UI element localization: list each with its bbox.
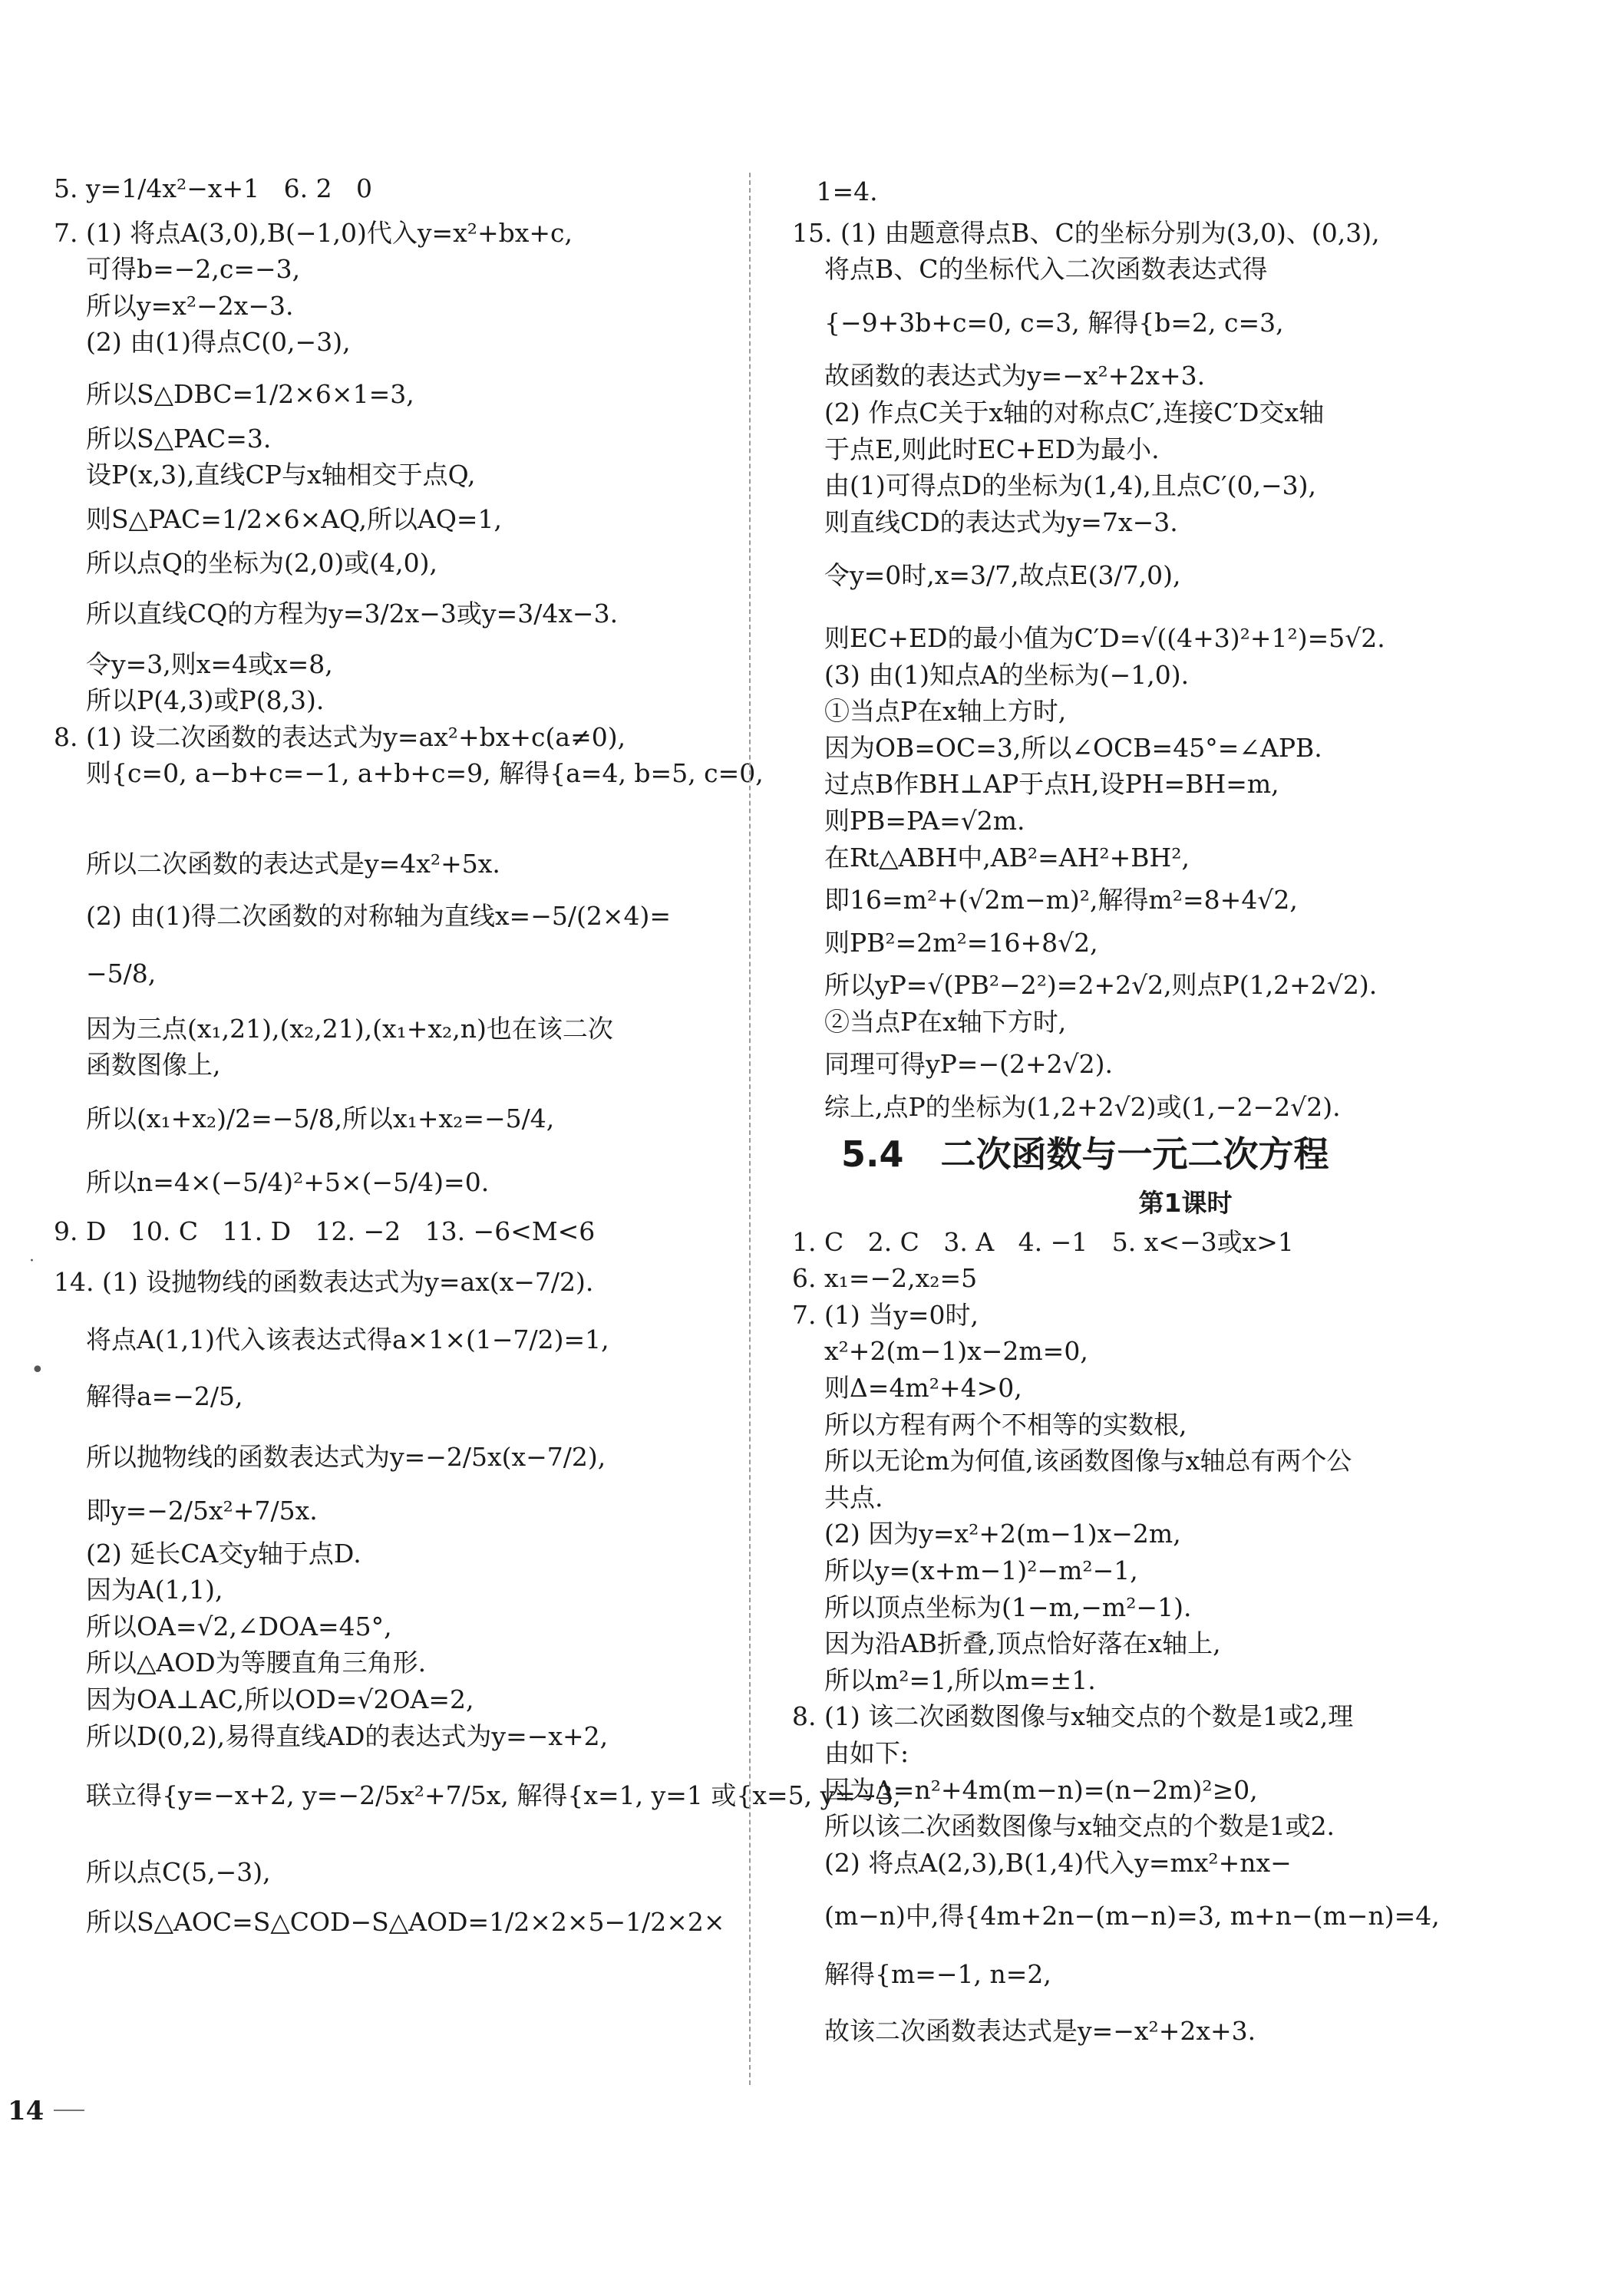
answer-line: 所以y=(x+m−1)²−m²−1, xyxy=(792,1555,1138,1585)
answer-line: 8. (1) 设二次函数的表达式为y=ax²+bx+c(a≠0), xyxy=(54,721,626,752)
answer-line: 7. (1) 将点A(3,0),B(−1,0)代入y=x²+bx+c, xyxy=(54,217,573,248)
answer-line: 即y=−2/5x²+7/5x. xyxy=(54,1496,318,1526)
answer-line: 令y=0时,x=3/7,故点E(3/7,0), xyxy=(792,560,1181,591)
answer-line: 由(1)可得点D的坐标为(1,4),且点C′(0,−3), xyxy=(792,470,1316,501)
section-title: 5.4 二次函数与一元二次方程 xyxy=(841,1133,1329,1175)
answer-line: 8. (1) 该二次函数图像与x轴交点的个数是1或2,理 xyxy=(792,1701,1354,1732)
answer-line: 则Δ=4m²+4>0, xyxy=(792,1373,1022,1404)
answer-line: 7. (1) 当y=0时, xyxy=(792,1299,979,1330)
answer-line: (2) 延长CA交y轴于点D. xyxy=(54,1538,361,1569)
answer-line: 所以OA=√2,∠DOA=45°, xyxy=(54,1611,392,1641)
answer-line: 14. (1) 设抛物线的函数表达式为y=ax(x−7/2). xyxy=(54,1266,594,1297)
answer-line: (2) 作点C关于x轴的对称点C′,连接C′D交x轴 xyxy=(792,397,1325,427)
answer-line: 所以D(0,2),易得直线AD的表达式为y=−x+2, xyxy=(54,1720,609,1751)
answer-line: ②当点P在x轴下方时, xyxy=(792,1006,1067,1037)
answer-line: 因为A(1,1), xyxy=(54,1575,223,1605)
answer-line: 所以S△PAC=3. xyxy=(54,423,272,454)
answer-line: 因为OA⊥AC,所以OD=√2OA=2, xyxy=(54,1684,474,1714)
answer-line: (2) 由(1)得点C(0,−3), xyxy=(54,327,351,358)
answer-line: −5/8, xyxy=(54,958,157,989)
answer-line: 则PB=PA=√2m. xyxy=(792,805,1025,836)
answer-line: 6. x₁=−2,x₂=5 xyxy=(792,1263,978,1294)
answer-line: 所以方程有两个不相等的实数根, xyxy=(792,1409,1187,1440)
answer-line: 于点E,则此时EC+ED为最小. xyxy=(792,434,1160,464)
answer-line: 由如下: xyxy=(792,1737,909,1768)
answer-line: (3) 由(1)知点A的坐标为(−1,0). xyxy=(792,659,1190,690)
answer-line: 可得b=−2,c=−3, xyxy=(54,254,301,285)
answer-line: 函数图像上, xyxy=(54,1050,221,1080)
answer-line: (2) 由(1)得二次函数的对称轴为直线x=−5/(2×4)= xyxy=(54,900,672,931)
answer-line: 则PB²=2m²=16+8√2, xyxy=(792,927,1098,958)
answer-line: 所以S△DBC=1/2×6×1=3, xyxy=(54,378,414,409)
answer-line: 则{c=0, a−b+c=−1, a+b+c=9, 解得{a=4, b=5, c=0, xyxy=(54,758,764,789)
column-divider xyxy=(749,173,751,2085)
answer-line: 所以y=x²−2x−3. xyxy=(54,290,294,321)
answer-line: 将点A(1,1)代入该表达式得a×1×(1−7/2)=1, xyxy=(54,1325,609,1355)
answer-line: 15. (1) 由题意得点B、C的坐标分别为(3,0)、(0,3), xyxy=(792,217,1380,248)
answer-line: 因为三点(x₁,21),(x₂,21),(x₁+x₂,n)也在该二次 xyxy=(54,1013,613,1044)
answer-line: ①当点P在x轴上方时, xyxy=(792,696,1067,727)
answer-line: 所以yP=√(PB²−2²)=2+2√2,则点P(1,2+2√2). xyxy=(792,970,1378,1001)
answer-line: 设P(x,3),直线CP与x轴相交于点Q, xyxy=(54,460,476,490)
answer-line: 综上,点P的坐标为(1,2+2√2)或(1,−2−2√2). xyxy=(792,1092,1341,1123)
answer-line: 所以(x₁+x₂)/2=−5/8,所以x₁+x₂=−5/4, xyxy=(54,1103,555,1133)
answer-line: 5. y=1/4x²−x+1 6. 2 0 xyxy=(54,173,373,203)
answer-line: 同理可得yP=−(2+2√2). xyxy=(792,1049,1114,1080)
answer-line: 所以无论m为何值,该函数图像与x轴总有两个公 xyxy=(792,1446,1352,1476)
scan-mark: · xyxy=(29,1252,35,1271)
answer-line: 所以点Q的坐标为(2,0)或(4,0), xyxy=(54,548,437,579)
answer-line: 故函数的表达式为y=−x²+2x+3. xyxy=(792,361,1206,391)
answer-line: 所以m²=1,所以m=±1. xyxy=(792,1664,1096,1695)
answer-line: 因为Δ=n²+4m(m−n)=(n−2m)²≥0, xyxy=(792,1774,1258,1805)
answer-line: 所以S△AOC=S△COD−S△AOD=1/2×2×5−1/2×2× xyxy=(54,1907,725,1938)
answer-line: 所以顶点坐标为(1−m,−m²−1). xyxy=(792,1592,1192,1622)
answer-line: 所以抛物线的函数表达式为y=−2/5x(x−7/2), xyxy=(54,1442,606,1473)
answer-line: {−9+3b+c=0, c=3, 解得{b=2, c=3, xyxy=(792,307,1284,338)
answer-line: 令y=3,则x=4或x=8, xyxy=(54,648,333,679)
answer-line: 共点. xyxy=(792,1482,883,1513)
answer-line: 因为沿AB折叠,顶点恰好落在x轴上, xyxy=(792,1628,1221,1659)
scan-mark: • xyxy=(31,1357,45,1384)
answer-line: 则EC+ED的最小值为C′D=√((4+3)²+1²)=5√2. xyxy=(792,622,1385,653)
answer-line: 联立得{y=−x+2, y=−2/5x²+7/5x, 解得{x=1, y=1 或{x=5, y=−3, xyxy=(54,1780,902,1811)
answer-line: 解得{m=−1, n=2, xyxy=(792,1958,1051,1989)
answer-line: (2) 因为y=x²+2(m−1)x−2m, xyxy=(792,1519,1181,1549)
answer-line: 过点B作BH⊥AP于点H,设PH=BH=m, xyxy=(792,769,1279,800)
answer-line: x²+2(m−1)x−2m=0, xyxy=(792,1336,1088,1367)
answer-line: 所以△AOD为等腰直角三角形. xyxy=(54,1648,427,1678)
answer-line: (m−n)中,得{4m+2n−(m−n)=3, m+n−(m−n)=4, xyxy=(792,1901,1440,1932)
answer-line: (2) 将点A(2,3),B(1,4)代入y=mx²+nx− xyxy=(792,1847,1292,1878)
answer-line: 因为OB=OC=3,所以∠OCB=45°=∠APB. xyxy=(792,732,1322,763)
answer-line: 将点B、C的坐标代入二次函数表达式得 xyxy=(792,254,1268,285)
page-number: 14 xyxy=(8,2096,45,2126)
answer-line: 1=4. xyxy=(792,176,878,206)
answer-line: 解得a=−2/5, xyxy=(54,1381,243,1411)
answer-line: 故该二次函数表达式是y=−x²+2x+3. xyxy=(792,2015,1256,2046)
answer-line: 所以二次函数的表达式是y=4x²+5x. xyxy=(54,848,500,879)
answer-line: 所以n=4×(−5/4)²+5×(−5/4)=0. xyxy=(54,1167,490,1198)
answer-line: 1. C 2. C 3. A 4. −1 5. x<−3或x>1 xyxy=(792,1226,1294,1257)
answer-line: 则直线CD的表达式为y=7x−3. xyxy=(792,506,1178,537)
answer-line: 所以点C(5,−3), xyxy=(54,1856,271,1887)
answer-line: 所以直线CQ的方程为y=3/2x−3或y=3/4x−3. xyxy=(54,598,619,628)
right-answer-column xyxy=(792,173,1579,2049)
answer-line: 9. D 10. C 11. D 12. −2 13. −6<M<6 xyxy=(54,1216,596,1247)
answer-line: 所以P(4,3)或P(8,3). xyxy=(54,685,325,716)
page-number-rule xyxy=(54,2110,84,2111)
answer-line: 则S△PAC=1/2×6×AQ,所以AQ=1, xyxy=(54,503,503,534)
answer-line: 在Rt△ABH中,AB²=AH²+BH², xyxy=(792,842,1190,873)
lesson-title: 第1课时 xyxy=(1138,1187,1233,1218)
answer-line: 所以该二次函数图像与x轴交点的个数是1或2. xyxy=(792,1811,1335,1842)
answer-line: 即16=m²+(√2m−m)²,解得m²=8+4√2, xyxy=(792,885,1298,915)
